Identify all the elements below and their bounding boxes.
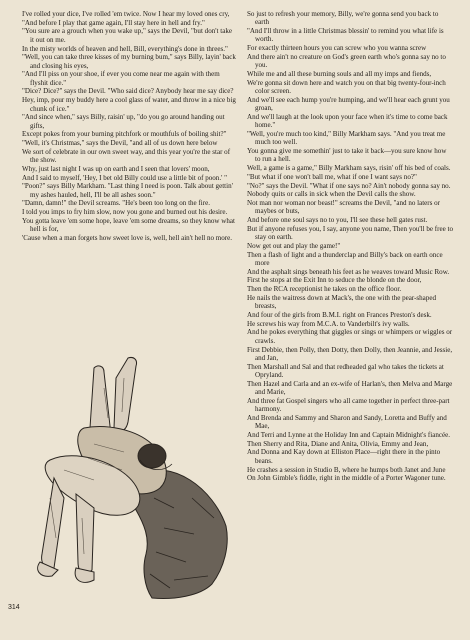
- stanza-line: Except pokes from your burning pitchfork or mouthfuls of boiling shit?": [22, 130, 227, 139]
- stanza-line: You gotta leave 'em some hope, leave 'em some dreams, so they know what hell is for,: [22, 216, 235, 234]
- stanza-line: And there ain't no creature on God's green earth who's gonna say no to you.: [247, 52, 446, 70]
- stanza-line: Then Marshall and Sal and that redheaded gal who takes the tickets at Opryland.: [247, 362, 444, 379]
- stanza-line: While me and all these burning souls and all my imps and fiends,: [247, 69, 432, 78]
- figure-leg: [114, 357, 137, 431]
- stanza-line: And before one soul says no to you, I'll see these hell gates rust.: [247, 216, 428, 225]
- stanza-line: "Well, you can take three kisses of my burning bum," says Billy, layin' back and closing his eyes,: [22, 53, 236, 70]
- stanza-line: "And since when," says Billy, raisin' up, "do you go around handing out gifts,: [22, 113, 225, 130]
- right-column: [247, 10, 453, 483]
- figure-leg: [76, 494, 94, 573]
- stanza-line: But if anyone refuses you, I say, anyone you name, Then you'll be free to stay on earth.: [247, 224, 453, 242]
- stanza-line: "And I'll throw in a little Christmas blessin' to remind you what life is worth.: [247, 27, 444, 44]
- stanza-line: We sort of celebrate in our own sweet way, and this year you're the star of the show.: [22, 147, 231, 165]
- stanza-line: "And before I play that game again, I'll stay here in hell and fry.": [22, 18, 205, 27]
- stanza-line: Then a flash of light and a thunderclap and Billy's back on earth once more: [247, 250, 443, 267]
- stanza-line: And we'll laugh at the look upon your face when it's time to come back home.": [247, 112, 448, 130]
- stanza-line: Why, just last night I was up on earth and I seen that lovers' moon,: [22, 164, 210, 173]
- figure-leg: [42, 478, 64, 568]
- stanza-line: First Debbie, then Polly, then Dotty, then Dolly, then Jeannie, and Jessie, and Jan,: [247, 345, 453, 362]
- stanza-line: For exactly thirteen hours you can screw who you wanna screw: [247, 44, 427, 53]
- stanza-line: Well, a game is a game," Billy Markham says, risin' off his bed of coals.: [247, 164, 451, 173]
- figure-head: [138, 444, 166, 468]
- stanza-line: And Brenda and Sammy and Sharon and Sandy, Loretta and Buffy and Mae,: [247, 413, 447, 431]
- stanza-line: "Damn, damn!" the Devil screams. "He's been too long on the fire.: [22, 199, 210, 208]
- stanza-line: Now get out and play the game!": [247, 241, 341, 250]
- stanza-line: And the asphalt sings beneath his feet as he weaves toward Music Row.: [247, 267, 450, 276]
- stanza-line: He screws his way from M.C.A. to Vanderbilt's ivy walls.: [247, 319, 410, 328]
- stanza-line: "Poon?" says Billy Markham. "Last thing I need is poon. Talk about gettin' my ashes hauled, hell, I'll be all ashes soon.": [22, 182, 233, 199]
- stanza-line: And four of the girls from B.M.I. right on Frances Preston's desk.: [247, 311, 432, 320]
- stanza-line: In the misty worlds of heaven and hell, Bill, everything's done in threes.": [22, 44, 228, 53]
- stanza-line: Not man nor woman nor beast!" screams the Devil, "and no laters or maybes or buts,: [247, 199, 441, 216]
- stanza-line: Then Hazel and Carla and an ex-wife of Harlan's, then Melva and Marge and Marie,: [247, 379, 453, 397]
- stanza-line: Then the RCA receptionist he takes on the office floor.: [247, 285, 402, 294]
- stanza-line: 'Cause when a man forgets how sweet love is, well, hell ain't hell no more.: [22, 233, 233, 242]
- stanza-line: He nails the waitress down at Mack's, the one with the pear-shaped breasts,: [247, 293, 436, 311]
- stanza-line: Then Sherry and Rita, Diane and Anita, Olivia, Emmy and Jean,: [247, 439, 429, 448]
- ink-illustration: [24, 348, 230, 600]
- stanza-line: "And I'll piss on your shoe, if ever you come near me again with them flyshit dice.": [22, 70, 220, 87]
- left-column: [22, 10, 236, 243]
- stanza-line: First he stops at the Exit Inn to seduce the blonde on the door,: [247, 276, 422, 285]
- page-number: 314: [8, 604, 20, 611]
- stanza-line: And Donna and Kay down at Elliston Place—right there in the pinto beans.: [247, 448, 441, 465]
- stanza-line: And three fat Gospel singers who all came together in perfect three-part harmony.: [247, 396, 450, 414]
- stanza-line: "But what if one won't ball me, what if one I want says no?": [247, 172, 417, 181]
- stanza-line: "Well, you're much too kind," Billy Markham says. "And you treat me much too well.: [247, 129, 446, 147]
- stanza-line: Nobody quits or calls in sick when the Devil calls the show.: [247, 190, 416, 199]
- stanza-line: "You sure are a grouch when you wake up," says the Devil, "but don't take it out on me.: [22, 27, 232, 44]
- stanza-line: I told you imps to fry him slow, now you gone and burned out his desire.: [22, 208, 228, 217]
- stanza-line: So just to refresh your memory, Billy, we're gonna send you back to earth: [247, 10, 439, 27]
- stanza-line: He crashes a session in Studio B, where he humps both Janet and June: [247, 465, 446, 474]
- stanza-line: And Terri and Lynne at the Holiday Inn and Captain Midnight's fiancée.: [247, 430, 450, 439]
- stanza-line: And I said to myself, 'Hey, I bet old Billy could use a little bit of poon.' ": [22, 173, 227, 182]
- stanza-line: You gonna give me somethin' just to take it back—you sure know how to run a hell.: [247, 147, 447, 164]
- stanza-line: Hey, imp, pour my buddy here a cool glass of water, and throw in a nice big chunk of ice.": [22, 96, 236, 113]
- stanza-line: "Well, it's Christmas," says the Devil, "and all of us down here below: [22, 139, 218, 148]
- stanza-line: On John Gimble's fiddle, right in the middle of a Porter Wagoner tune.: [247, 474, 446, 483]
- stanza-line: And we'll see each hump you're humping, and we'll hear each grunt you groan,: [247, 95, 450, 113]
- stanza-line: And he pokes everything that giggles or sings or whimpers or wiggles or crawls.: [247, 328, 453, 345]
- stanza-line: "No?" says the Devil. "What if one says no? Ain't nobody gonna say no.: [247, 181, 451, 190]
- stanza-line: "Dice? Dice?" says the Devil. "Who said dice? Anybody hear me say dice?: [22, 87, 234, 96]
- stanza-line: We're gonna sit down here and watch you on that big twenty-four-inch color screen.: [247, 78, 446, 96]
- stanza-line: I've rolled your dice, I've rolled 'em twice. Now I hear my loved ones cry,: [22, 10, 230, 18]
